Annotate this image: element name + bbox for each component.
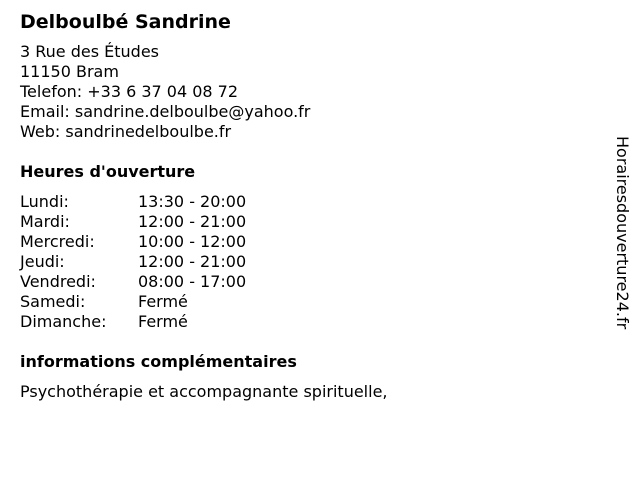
day-label: Dimanche:	[20, 312, 107, 331]
time-value: Fermé	[138, 312, 188, 331]
day-label: Lundi:	[20, 192, 69, 211]
day-label: Jeudi:	[20, 252, 65, 271]
time-value: 08:00 - 17:00	[138, 272, 247, 291]
day-label: Samedi:	[20, 292, 86, 311]
time-value: 10:00 - 12:00	[138, 232, 247, 251]
web-line[interactable]: Web: sandrinedelboulbe.fr	[20, 122, 232, 141]
hours-row-dimanche	[20, 312, 600, 332]
business-name: Delboulbé Sandrine	[20, 11, 231, 33]
hours-row-vendredi	[20, 272, 600, 292]
address-street: 3 Rue des Études	[20, 42, 160, 61]
hours-row-mercredi	[20, 232, 600, 252]
opening-hours-table	[20, 192, 600, 332]
hours-row-jeudi	[20, 252, 600, 272]
hours-row-lundi	[20, 192, 600, 212]
business-card	[20, 8, 600, 402]
hours-row-mardi	[20, 212, 600, 232]
day-label: Vendredi:	[20, 272, 96, 291]
watermark-text: Horairesdouverture24.fr	[613, 136, 632, 330]
address-city: 11150 Bram	[20, 62, 119, 81]
hours-row-samedi	[20, 292, 600, 312]
email-line[interactable]: Email: sandrine.delboulbe@yahoo.fr	[20, 102, 311, 121]
additional-info-heading: informations complémentaires	[20, 352, 297, 371]
phone-line[interactable]: Telefon: +33 6 37 04 08 72	[20, 82, 239, 101]
time-value: 13:30 - 20:00	[138, 192, 247, 211]
time-value: 12:00 - 21:00	[138, 252, 247, 271]
additional-info-text: Psychothérapie et accompagnante spirituelle,	[20, 382, 388, 401]
opening-hours-heading: Heures d'ouverture	[20, 162, 196, 181]
day-label: Mardi:	[20, 212, 70, 231]
day-label: Mercredi:	[20, 232, 95, 251]
time-value: Fermé	[138, 292, 188, 311]
time-value: 12:00 - 21:00	[138, 212, 247, 231]
